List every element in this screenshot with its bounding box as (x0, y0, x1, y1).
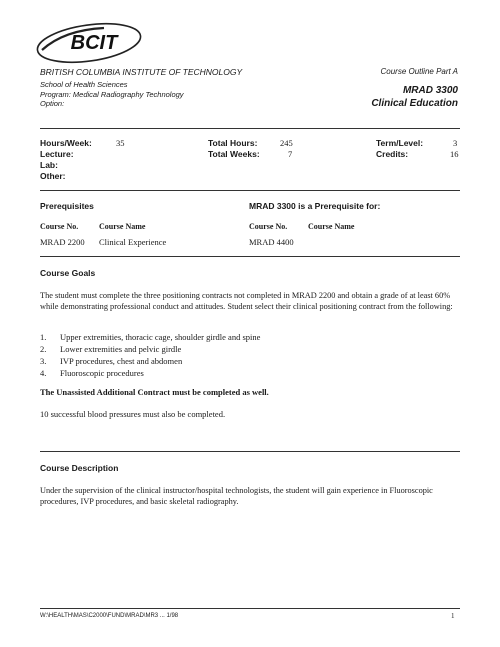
footer-file-path: W:\HEALTH\MAS\C2000\FUND\MRAD\MR3 ... 1/98 (40, 613, 179, 619)
goal-list-number: 1. (40, 332, 47, 342)
divider (40, 256, 460, 257)
term-level-label: Term/Level: (376, 138, 424, 148)
col-course-name: Course Name (308, 222, 355, 231)
divider (40, 128, 460, 129)
course-goals-heading: Course Goals (40, 268, 96, 278)
total-weeks-label: Total Weeks: (208, 149, 260, 159)
bcit-logo (34, 20, 144, 66)
total-weeks-value: 7 (288, 149, 293, 159)
divider (40, 190, 460, 191)
goal-note-contract: The Unassisted Additional Contract must be completed as well. (40, 387, 269, 397)
school-name: School of Health Sciences (40, 80, 128, 89)
hours-week-label: Hours/Week: (40, 138, 92, 148)
col-course-no: Course No. (249, 222, 288, 231)
total-hours-label: Total Hours: (208, 138, 258, 148)
course-description-heading: Course Description (40, 463, 119, 473)
goal-list-item: Fluoroscopic procedures (60, 368, 144, 378)
course-description-text: Under the supervision of the clinical instructor/hospital technologists, the student will gain experience in Fluoroscopic procedures, IVP procedures, and basic skeletal radiography. (40, 486, 433, 507)
required-for-course-no: MRAD 4400 (249, 237, 294, 247)
goal-list-number: 2. (40, 344, 47, 354)
col-course-no: Course No. (40, 222, 79, 231)
school-info (40, 80, 184, 109)
prerequisites-heading: Prerequisites (40, 201, 94, 211)
course-code: MRAD 3300 (402, 85, 458, 96)
prereq-course-no: MRAD 2200 (40, 237, 85, 247)
goal-list-number: 3. (40, 356, 47, 366)
goal-list-number: 4. (40, 368, 47, 378)
program-name: Program: Medical Radiography Technology (40, 89, 184, 99)
term-level-value: 3 (453, 138, 458, 148)
course-goals-intro: The student must complete the three positioning contracts not completed in MRAD 2200 and obtain a grade of at least 60% while demonstrating professional conduct and attitudes. Student select their clinical positioning contract from the following: (40, 291, 453, 312)
hours-week-value: 35 (116, 138, 125, 148)
lab-label: Lab: (40, 160, 58, 170)
other-label: Other: (40, 171, 66, 181)
total-hours-value: 245 (280, 138, 293, 148)
outline-part: Course Outline Part A (380, 67, 458, 76)
page-number: 1 (451, 612, 455, 620)
prerequisite-for-heading: MRAD 3300 is a Prerequisite for: (249, 201, 381, 211)
credits-label: Credits: (376, 149, 409, 159)
option-label: Option: (40, 99, 65, 108)
divider (40, 451, 460, 452)
course-title: Clinical Education (371, 98, 458, 109)
lecture-label: Lecture: (40, 149, 74, 159)
logo-text: BCIT (70, 32, 118, 54)
institution-name: BRITISH COLUMBIA INSTITUTE OF TECHNOLOGY (40, 67, 243, 77)
credits-value: 16 (450, 149, 459, 159)
goal-list-item: Upper extremities, thoracic cage, shoulder girdle and spine (60, 332, 261, 342)
prereq-course-name: Clinical Experience (99, 237, 167, 247)
goal-note-blood-pressure: 10 successful blood pressures must also be completed. (40, 409, 226, 419)
goal-list-item: IVP procedures, chest and abdomen (60, 356, 183, 366)
goal-list-item: Lower extremities and pelvic girdle (60, 344, 182, 354)
footer-divider (40, 608, 460, 609)
col-course-name: Course Name (99, 222, 146, 231)
